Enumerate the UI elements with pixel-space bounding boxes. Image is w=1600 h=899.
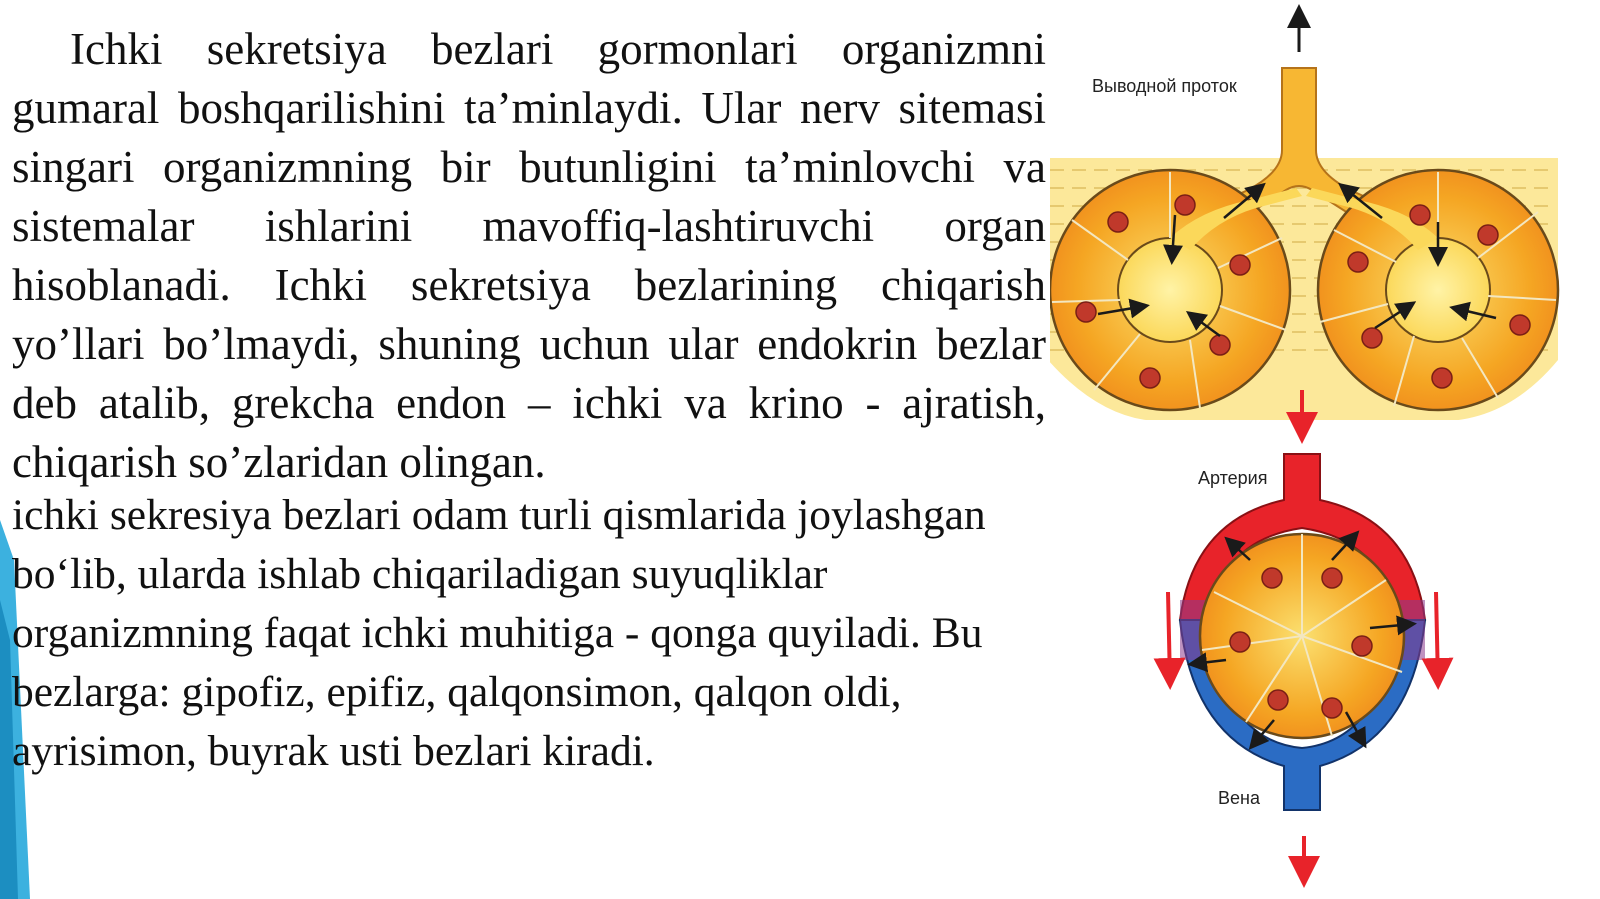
exocrine-gland	[1050, 10, 1558, 440]
second-paragraph: ichki sekresiya bezlari odam turli qismlarida joylashgan bo‘lib, ularda ishlab chiqariladigan suyuqliklar organizmning faqat ichki muhitiga - qonga quyiladi. Bu bezlarga: gipofiz, epifiz, qalqonsimon, qalqon oldi, ayrisimon, buyrak usti bezlari kiradi.	[12, 491, 986, 775]
gland-diagram	[1050, 0, 1590, 899]
endocrine-gland	[1168, 390, 1438, 880]
vein-label: Вена	[1218, 788, 1260, 808]
slide-text	[12, 20, 1046, 781]
exocrine-duct-label: Выводной проток	[1092, 76, 1237, 96]
main-paragraph: Ichki sekretsiya bezlari gormonlari organizmni gumaral boshqarilishini ta’minlaydi. Ular nerv sitemasi singari organizmning bir butunligini ta’minlovchi va sistemalar ishlarini mavoffiq-lashtiruvchi organ hisoblanadi. Ichki sekretsiya bezlarining chiqarish yo’llari bo’lmaydi, shuning uchun ular endokrin bezlar deb atalib, grekcha endon – ichki va krino - ajratish, chiqarish so’zlaridan olingan.	[12, 24, 1046, 487]
artery-label: Артерия	[1198, 468, 1268, 488]
